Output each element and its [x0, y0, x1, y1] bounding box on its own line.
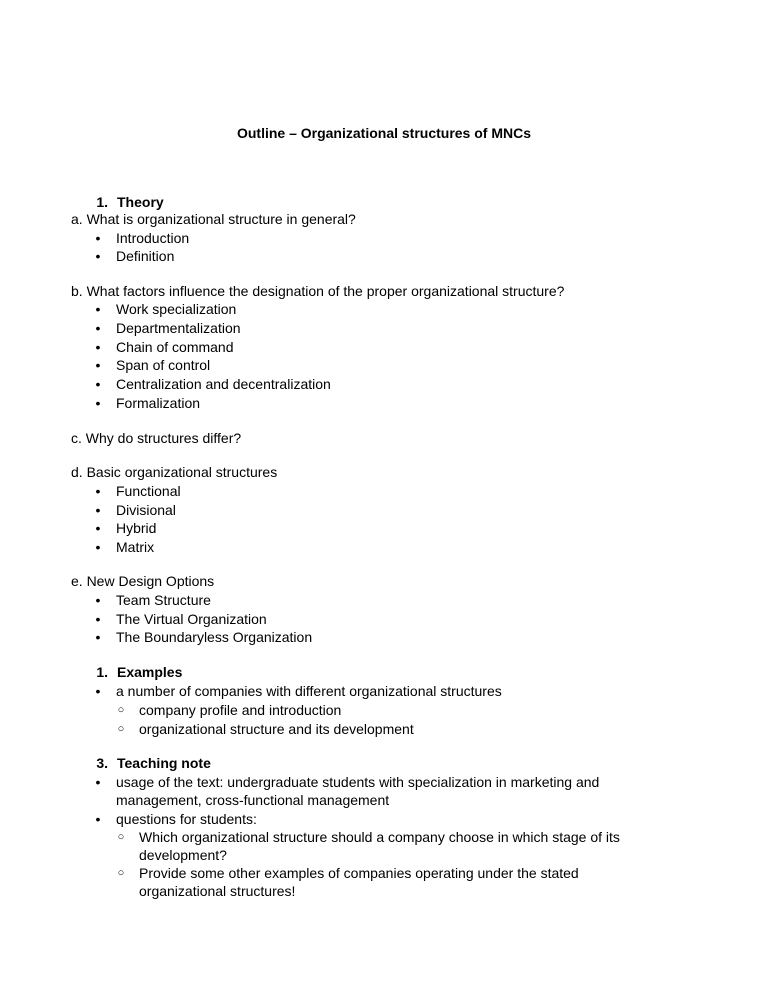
question-c: c. Why do structures differ? — [71, 430, 242, 446]
list-item-text: Span of control — [116, 357, 211, 373]
circle-bullet-icon: ○ — [117, 831, 125, 843]
list-item-text: usage of the text: undergraduate students with specialization in marketing and — [116, 774, 600, 790]
list-item-text: Introduction — [116, 230, 190, 246]
bullet-icon: • — [95, 683, 101, 699]
bullet-icon: • — [95, 811, 101, 827]
section-number: 3. — [96, 755, 108, 771]
bullet-icon: • — [95, 301, 101, 317]
question-e: e. New Design Options — [71, 573, 215, 589]
bullet-icon: • — [95, 774, 101, 790]
circle-bullet-icon: ○ — [117, 867, 125, 879]
sub-list-item-text: Provide some other examples of companies operating under the stated — [139, 865, 579, 881]
question-d: d. Basic organizational structures — [71, 464, 278, 480]
section-number: 1. — [96, 194, 108, 210]
list-item-text: a number of companies with different organizational structures — [116, 683, 502, 699]
sub-list-item-continuation: organizational structures! — [139, 883, 296, 899]
list-item-text: Centralization and decentralization — [116, 376, 331, 392]
bullet-icon: • — [95, 592, 101, 608]
question-a: a. What is organizational structure in general? — [71, 211, 356, 227]
document-title: Outline – Organizational structures of MNCs — [236, 125, 532, 141]
section-title: Teaching note — [117, 755, 211, 771]
bullet-icon: • — [95, 339, 101, 355]
list-item-text: Definition — [116, 248, 175, 264]
section-title: Theory — [117, 194, 164, 210]
bullet-icon: • — [95, 248, 101, 264]
bullet-icon: • — [95, 230, 101, 246]
list-item-text: Departmentalization — [116, 320, 241, 336]
bullet-icon: • — [95, 629, 101, 645]
circle-bullet-icon: ○ — [117, 723, 125, 735]
bullet-icon: • — [95, 357, 101, 373]
list-item-text: Functional — [116, 483, 181, 499]
bullet-icon: • — [95, 611, 101, 627]
sub-list-item-text: company profile and introduction — [139, 702, 342, 718]
bullet-icon: • — [95, 483, 101, 499]
bullet-icon: • — [95, 539, 101, 555]
section-title: Examples — [117, 664, 183, 680]
list-item-text: The Virtual Organization — [116, 611, 267, 627]
bullet-icon: • — [95, 395, 101, 411]
sub-list-item-text: organizational structure and its development — [139, 721, 414, 737]
list-item-text: Work specialization — [116, 301, 237, 317]
list-item-continuation: management, cross-functional management — [116, 792, 390, 808]
list-item-text: The Boundaryless Organization — [116, 629, 313, 645]
list-item-text: Hybrid — [116, 520, 157, 536]
circle-bullet-icon: ○ — [117, 704, 125, 716]
list-item-text: Team Structure — [116, 592, 211, 608]
sub-list-item-continuation: development? — [139, 847, 227, 863]
bullet-icon: • — [95, 320, 101, 336]
list-item-text: Matrix — [116, 539, 155, 555]
list-item-text: Chain of command — [116, 339, 234, 355]
list-item-text: Divisional — [116, 502, 176, 518]
list-item-text: Formalization — [116, 395, 201, 411]
bullet-icon: • — [95, 502, 101, 518]
bullet-icon: • — [95, 376, 101, 392]
section-number: 1. — [96, 664, 108, 680]
question-b: b. What factors influence the designation of the proper organizational structure? — [71, 283, 565, 299]
sub-list-item-text: Which organizational structure should a company choose in which stage of its — [139, 829, 620, 845]
bullet-icon: • — [95, 520, 101, 536]
list-item-text: questions for students: — [116, 811, 257, 827]
